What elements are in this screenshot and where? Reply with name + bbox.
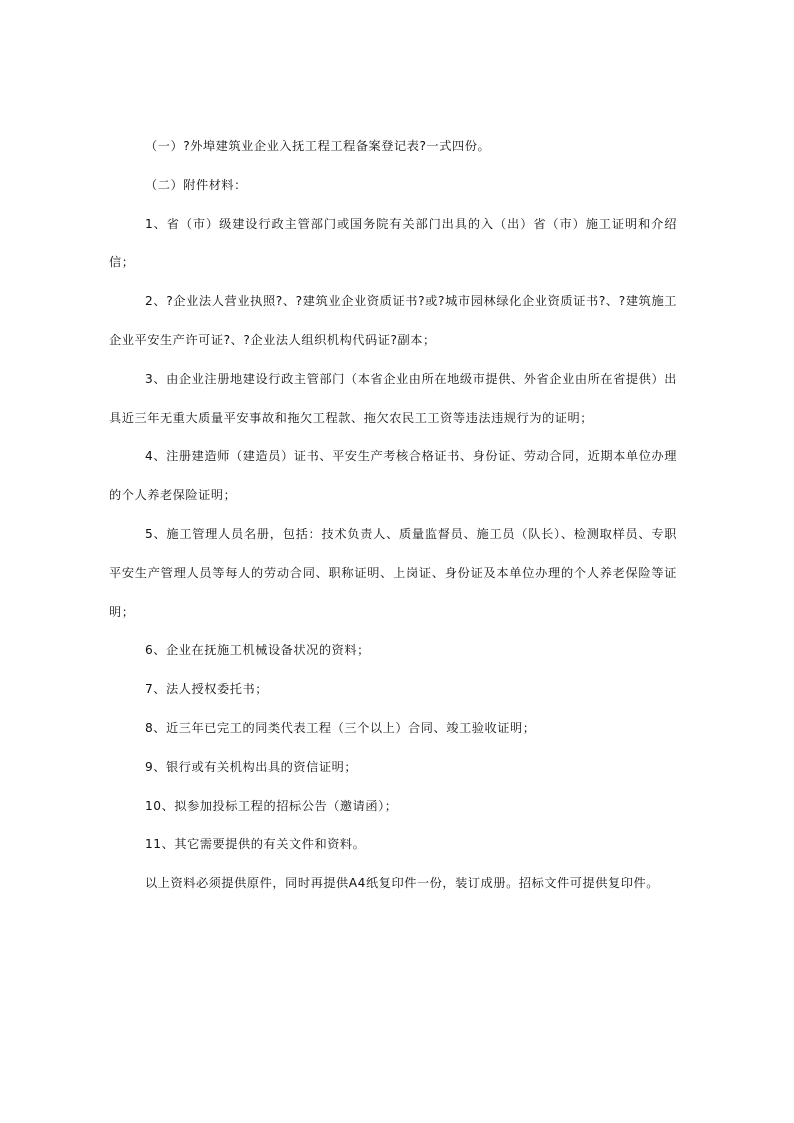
paragraph-registration-form: （一）?外埠建筑业企业入抚工程工程备案登记表?一式四份。 bbox=[145, 139, 491, 153]
paragraph-attachments-heading: （二）附件材料： bbox=[145, 177, 247, 192]
paragraph-item-9: 9、银行或有关机构出具的资信证明； bbox=[145, 759, 358, 774]
paragraph-item-10: 10、拟参加投标工程的招标公告（邀请函）； bbox=[145, 798, 398, 813]
paragraph-item-7: 7、法人授权委托书； bbox=[145, 682, 268, 697]
paragraph-item-1: 1、省（市）级建设行政主管部门或国务院有关部门出具的入（出）省（市）施工证明和介绍信； bbox=[109, 216, 677, 270]
document-body bbox=[109, 127, 677, 903]
paragraph-item-5: 5、施工管理人员名册，包括：技术负责人、质量监督员、施工员（队长）、检测取样员、专职平安生产管理人员等每人的劳动合同、职称证明、上岗证、身份证及本单位办理的个人养老保险等证明； bbox=[109, 526, 677, 619]
paragraph-closing-note: 以上资料必须提供原件，同时再提供A4纸复印件一份，装订成册。招标文件可提供复印件。 bbox=[145, 876, 659, 891]
paragraph-item-8: 8、近三年已完工的同类代表工程（三个以上）合同、竣工验收证明； bbox=[145, 720, 536, 735]
paragraph-item-3: 3、由企业注册地建设行政主管部门（本省企业由所在地级市提供、外省企业由所在省提供）出具近三年无重大质量平安事故和拖欠工程款、拖欠农民工工资等违法违规行为的证明； bbox=[109, 371, 677, 425]
paragraph-item-2: 2、?企业法人营业执照?、?建筑业企业资质证书?或?城市园林绿化企业资质证书?、?建筑施工企业平安生产许可证?、?企业法人组织机构代码证?副本； bbox=[109, 294, 677, 347]
paragraph-item-4: 4、注册建造师（建造员）证书、平安生产考核合格证书、身份证、劳动合同，近期本单位办理的个人养老保险证明； bbox=[109, 449, 677, 503]
paragraph-item-11: 11、其它需要提供的有关文件和资料。 bbox=[145, 837, 366, 852]
paragraph-item-6: 6、企业在抚施工机械设备状况的资料； bbox=[145, 643, 370, 658]
